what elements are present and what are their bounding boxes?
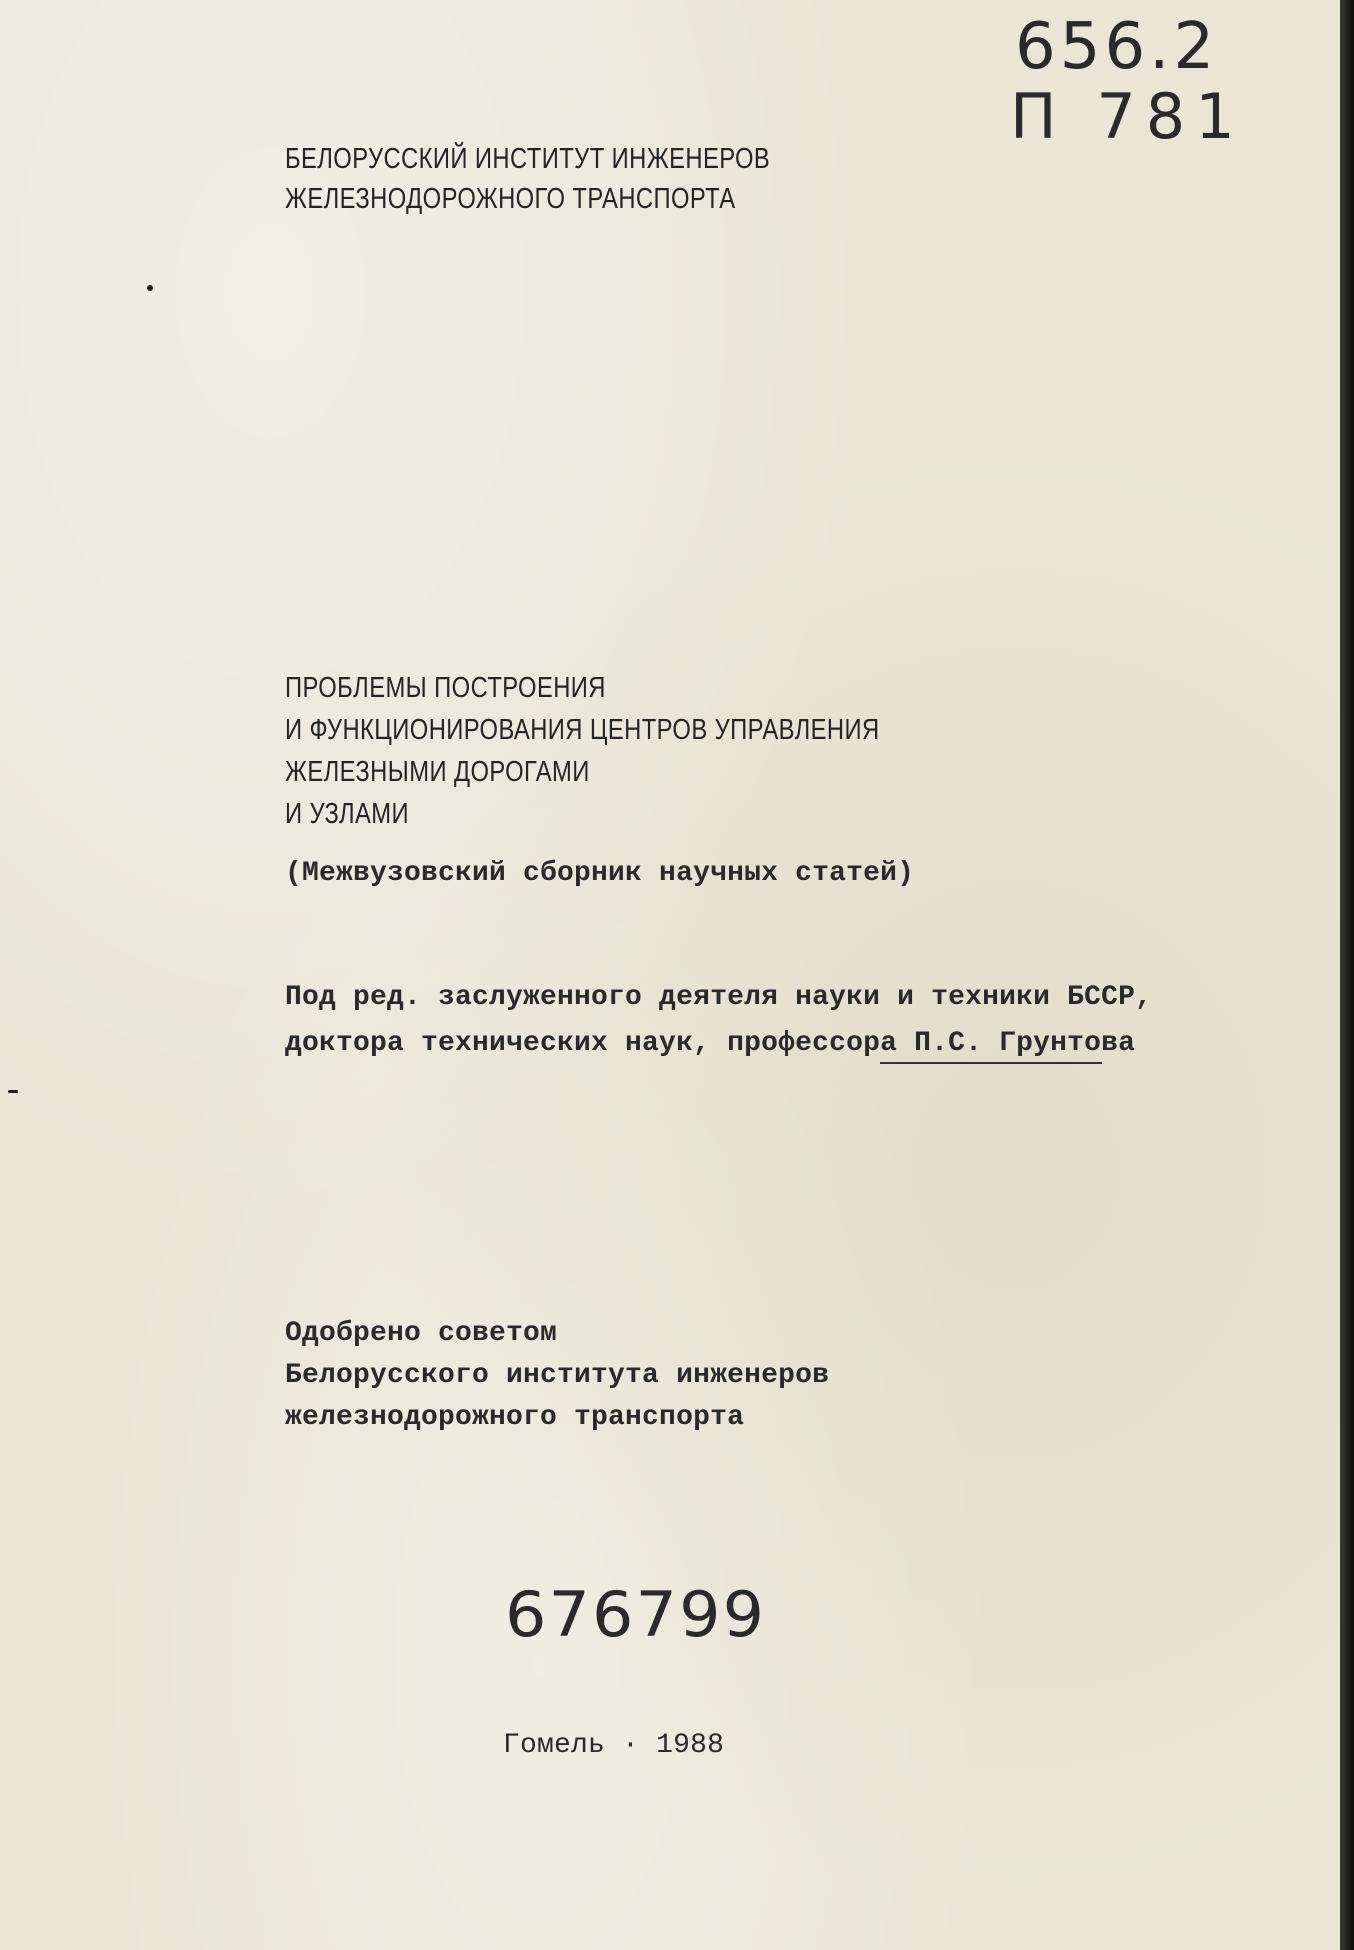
scan-edge bbox=[1340, 0, 1354, 1950]
speck bbox=[147, 285, 153, 291]
editor-name: П.С. Грунтова bbox=[914, 1028, 1136, 1059]
editor-line2 bbox=[285, 1028, 1135, 1059]
institution-line1: БЕЛОРУССКИЙ ИНСТИТУТ ИНЖЕНЕРОВ bbox=[285, 143, 771, 175]
title-line1: ПРОБЛЕМЫ ПОСТРОЕНИЯ bbox=[285, 672, 606, 704]
imprint-city: Гомель bbox=[503, 1730, 606, 1761]
speck bbox=[8, 1090, 18, 1093]
imprint bbox=[503, 1730, 724, 1761]
title-line4: И УЗЛАМИ bbox=[285, 798, 410, 830]
title-line3: ЖЕЛЕЗНЫМИ ДОРОГАМИ bbox=[285, 756, 590, 788]
imprint-year: 1988 bbox=[656, 1730, 725, 1761]
approval-line1: Одобрено советом bbox=[285, 1318, 558, 1349]
editor-line1: Под ред. заслуженного деятеля науки и техники БССР, bbox=[285, 982, 1153, 1013]
inventory-number: 676799 bbox=[505, 1578, 767, 1651]
institution-line2: ЖЕЛЕЗНОДОРОЖНОГО ТРАНСПОРТА bbox=[285, 183, 736, 215]
editor-name-underline bbox=[880, 1062, 1102, 1064]
approval-line2: Белорусского института инженеров bbox=[285, 1360, 830, 1391]
approval-line3: железнодорожного транспорта bbox=[285, 1402, 745, 1433]
editor-line2-prefix: доктора технических наук, профессора bbox=[285, 1028, 915, 1059]
call-number-line2: П 781 bbox=[1010, 80, 1245, 153]
title-line2: И ФУНКЦИОНИРОВАНИЯ ЦЕНТРОВ УПРАВЛЕНИЯ bbox=[285, 714, 880, 746]
call-number-line1: 656.2 bbox=[1015, 10, 1219, 84]
subtitle: (Межвузовский сборник научных статей) bbox=[285, 858, 915, 889]
imprint-separator: · bbox=[622, 1730, 640, 1761]
